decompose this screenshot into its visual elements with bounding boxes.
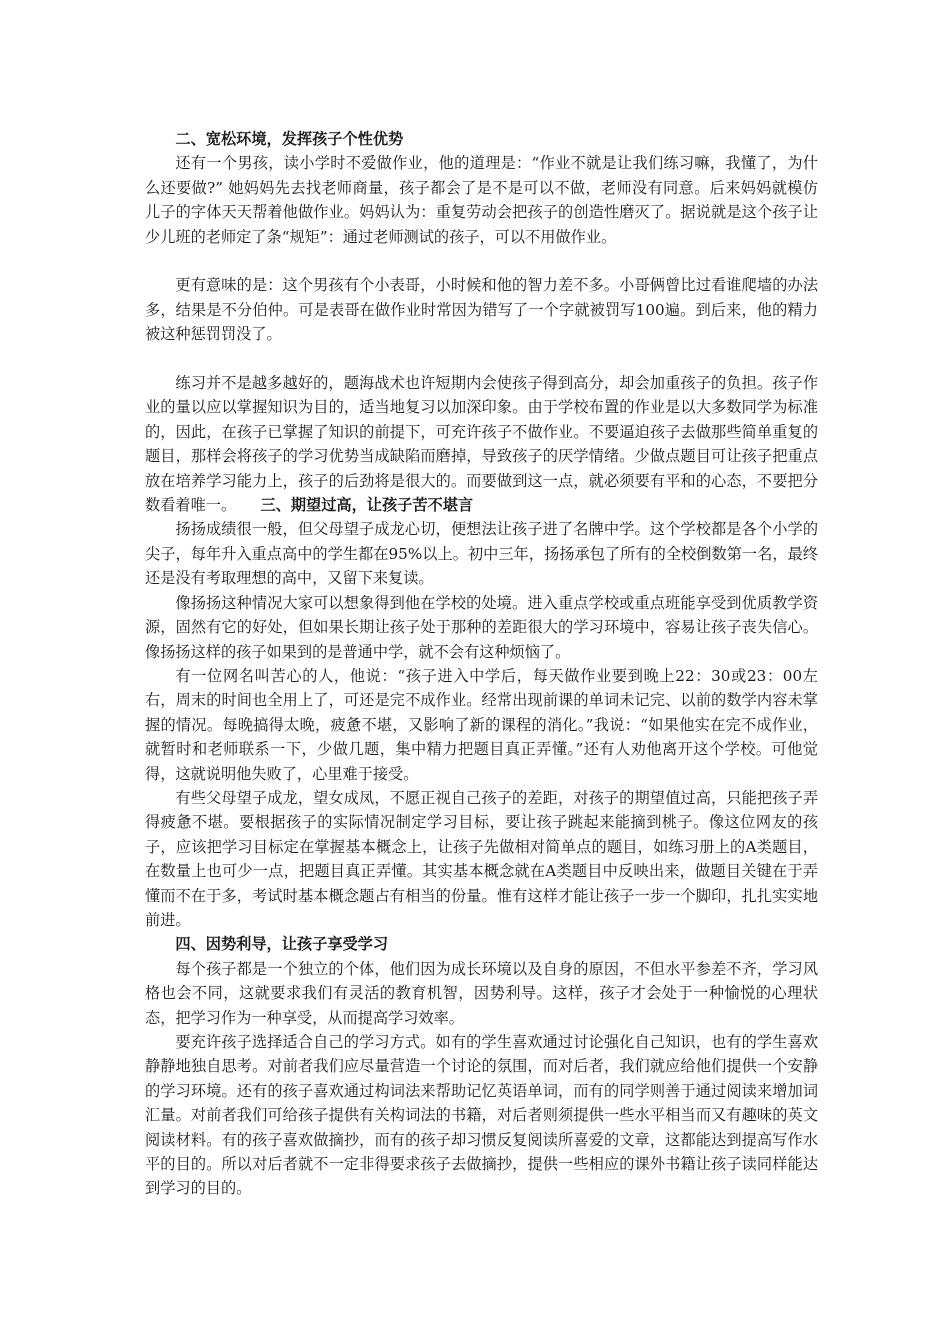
section-4-heading: 四、因势利导，让孩子享受学习 — [175, 935, 389, 954]
paragraph-gap — [145, 249, 818, 273]
section-2-paragraph-3 — [145, 371, 818, 517]
section-2-paragraph-1: 还有一个男孩，读小学时不爱做作业，他的道理是：“作业不就是让我们练习嘛，我懂了，为什么还要做?” 她妈妈先去找老师商量，孩子都会了是不是可以不做，老师没有同意。后来妈妈就模仿儿子的字体天天帮着他做作业。妈妈认为：重复劳动会把孩子的创造性磨灭了。据说就是这个孩子让少儿班的老师定了条“规矩”：通过老师测试的孩子，可以不用做作业。 — [145, 154, 818, 246]
section-3-paragraph-3: 有一位网名叫苦心的人，他说：“孩子进入中学后，每天做作业要到晚上22：30或23：00左右，周末的时间也全用上了，可还是完不成作业。经常出现前课的单词未记完、以前的数学内容未掌握的情况。每晚搞得太晚，疲惫不堪，又影响了新的课程的消化。”我说：“如果他实在完不成作业，就暂时和老师联系一下，少做几题，集中精力把题目真正弄懂。”还有人劝他离开这个学校。可他觉得，这就说明他失败了，心里难于接受。 — [145, 666, 818, 783]
section-3-heading: 三、期望过高，让孩子苦不堪言 — [260, 496, 474, 515]
section-3-paragraph-1: 扬扬成绩很一般，但父母望子成龙心切，便想法让孩子进了名牌中学。这个学校都是各个小学的尖子，每年升入重点高中的学生都在95%以上。初中三年，扬扬承包了所有的全校倒数第一名，最终还是没有考取理想的高中，又留下来复读。 — [145, 520, 818, 588]
section-4-paragraph-1: 每个孩子都是一个独立的个体，他们因为成长环境以及自身的原因，不但水平参差不齐，学习风格也会不同，这就要求我们有灵活的教育机智，因势利导。这样，孩子才会处于一种愉悦的心理状态，把学习作为一种享受，从而提高学习效率。 — [145, 959, 818, 1027]
paragraph-gap — [145, 347, 818, 371]
section-4-paragraph-2: 要充许孩子选择适合自己的学习方式。如有的学生喜欢通过讨论强化自己知识，也有的学生喜欢静静地独自思考。对前者我们应尽量营造一个讨论的氛围，而对后者，我们就应给他们提供一个安静的学习环境。还有的孩子喜欢通过构词法来帮助记忆英语单词，而有的同学则善于通过阅读来增加词汇量。对前者我们可给孩子提供有关构词法的书籍，对后者则须提供一些水平相当而又有趣味的英文阅读材料。有的孩子喜欢做摘抄，而有的孩子却习惯反复阅读所喜爱的文章，这都能达到提高写作水平的目的。所以对后者就不一定非得要求孩子去做摘抄，提供一些相应的课外书籍让孩子读同样能达到学习的目的。 — [145, 1033, 818, 1198]
section-2-heading: 二、宽松环境，发挥孩子个性优势 — [175, 130, 404, 148]
section-2-paragraph-3-text: 练习并不是越多越好的，题海战术也许短期内会使孩子得到高分，却会加重孩子的负担。孩子作业的量以应以掌握知识为目的，适当地复习以加深印象。由于学校布置的作业是以大多数同学为标准的，因此，在孩子已掌握了知识的前提下，可充许孩子不做作业。不要逼迫孩子去做那些简单重复的题目，那样会将孩子的学习优势当成缺陷而磨掉，导致孩子的厌学情绪。少做点题目可让孩子把重点放在培养学习能力上，孩子的后劲将是很大的。而要做到这一点，就必须要有平和的心态，不要把分数看着唯一。 — [145, 374, 818, 515]
section-3-paragraph-2: 像扬扬这种情况大家可以想象得到他在学校的处境。进入重点学校或重点班能享受到优质教学资源，固然有它的好处，但如果长期让孩子处于那种的差距很大的学习环境中，容易让孩子丧失信心。像扬扬这样的孩子如果到的是普通中学，就不会有这种烦恼了。 — [145, 593, 818, 661]
section-3-paragraph-4: 有些父母望子成龙，望女成凤，不愿正视自己孩子的差距，对孩子的期望值过高，只能把孩子弄得疲惫不堪。要根据孩子的实际情况制定学习目标，要让孩子跳起来能摘到桃子。像这位网友的孩子，应该把学习目标定在掌握基本概念上，让孩子先做相对简单点的题目，如练习册上的A类题目，在数量上也可少一点，把题目真正弄懂。其实基本概念就在A类题目中反映出来，做题目关键在于弄懂而不在于多，考试时基本概念题占有相当的份量。惟有这样才能让孩子一步一个脚印，扎扎实实地前进。 — [145, 788, 818, 929]
section-2-paragraph-2: 更有意味的是：这个男孩有个小表哥，小时候和他的智力差不多。小哥俩曾比过看谁爬墙的办法多，结果是不分伯仲。可是表哥在做作业时常因为错写了一个字就被罚写100遍。到后来，他的精力被这种惩罚罚没了。 — [145, 276, 818, 344]
